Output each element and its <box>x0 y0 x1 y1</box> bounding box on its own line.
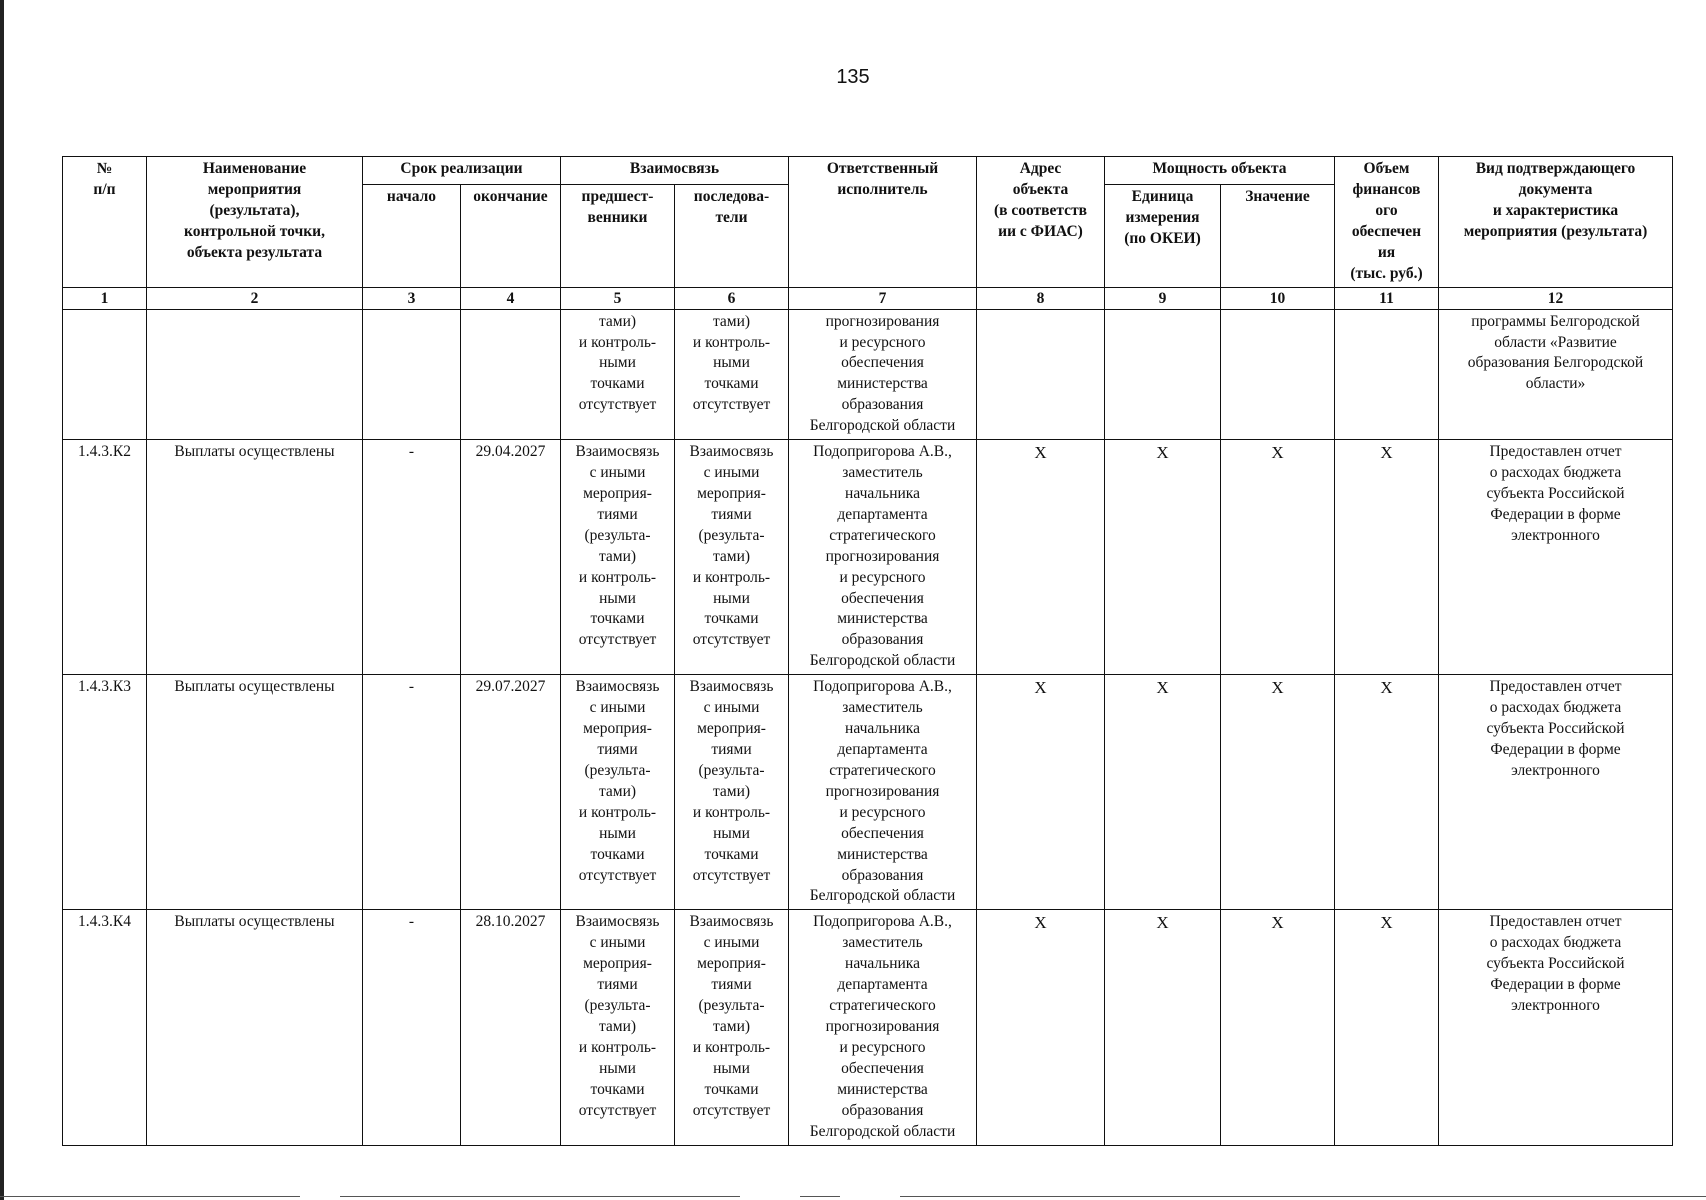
continuation-row <box>63 309 1673 440</box>
row-executor: Подопригорова А.В., заместитель начальника департамента стратегического прогнозирования и ресурсного обеспечения министерства образования Белгородской области <box>789 910 977 1145</box>
row-funding: X <box>1335 910 1439 1145</box>
row-predecessors: Взаимосвязь с иными мероприя- тиями (результа- тами) и контроль- ными точками отсутствует <box>561 675 675 910</box>
header-num: № п/п <box>63 157 147 288</box>
scan-edge <box>0 0 4 1200</box>
header-value: Значение <box>1221 184 1335 287</box>
header-row-1 <box>63 157 1673 185</box>
header-address: Адрес объекта (в соответств ии с ФИАС) <box>977 157 1105 288</box>
column-number: 11 <box>1335 287 1439 309</box>
row-successors: Взаимосвязь с иными мероприя- тиями (результа- тами) и контроль- ными точками отсутствует <box>675 910 789 1145</box>
row-code: 1.4.3.К4 <box>63 910 147 1145</box>
column-number: 5 <box>561 287 675 309</box>
row-value: X <box>1221 675 1335 910</box>
header-executor: Ответственный исполнитель <box>789 157 977 288</box>
row-end: 29.04.2027 <box>461 440 561 675</box>
column-number: 3 <box>363 287 461 309</box>
column-number: 9 <box>1105 287 1221 309</box>
header-period: Срок реализации <box>363 157 561 185</box>
column-number: 10 <box>1221 287 1335 309</box>
row-successors: Взаимосвязь с иными мероприя- тиями (результа- тами) и контроль- ными точками отсутствует <box>675 440 789 675</box>
row-executor: Подопригорова А.В., заместитель начальника департамента стратегического прогнозирования и ресурсного обеспечения министерства образования Белгородской области <box>789 440 977 675</box>
page-number: 135 <box>836 66 870 88</box>
row-address: X <box>977 440 1105 675</box>
header-successors: последова- тели <box>675 184 789 287</box>
predecessors-cell: тами) и контроль- ными точками отсутствует <box>561 309 675 440</box>
header-end: окончание <box>461 184 561 287</box>
row-address: X <box>977 675 1105 910</box>
column-number: 12 <box>1439 287 1673 309</box>
row-doc-type: Предоставлен отчет о расходах бюджета субъекта Российской Федерации в форме электронного <box>1439 910 1673 1145</box>
successors-cell: тами) и контроль- ными точками отсутствует <box>675 309 789 440</box>
header-relation: Взаимосвязь <box>561 157 789 185</box>
row-predecessors: Взаимосвязь с иными мероприя- тиями (результа- тами) и контроль- ными точками отсутствует <box>561 440 675 675</box>
row-code: 1.4.3.К3 <box>63 675 147 910</box>
row-end: 28.10.2027 <box>461 910 561 1145</box>
column-number: 6 <box>675 287 789 309</box>
row-unit: X <box>1105 675 1221 910</box>
table-row <box>63 910 1673 1145</box>
column-number: 4 <box>461 287 561 309</box>
header-funding: Объем финансов ого обеспечен ия (тыс. руб.) <box>1335 157 1439 288</box>
header-doc-type: Вид подтверждающего документа и характеристика мероприятия (результата) <box>1439 157 1673 288</box>
row-value: X <box>1221 440 1335 675</box>
scan-line <box>340 1196 740 1197</box>
row-executor: Подопригорова А.В., заместитель начальника департамента стратегического прогнозирования и ресурсного обеспечения министерства образования Белгородской области <box>789 675 977 910</box>
row-start: - <box>363 675 461 910</box>
column-number: 1 <box>63 287 147 309</box>
row-start: - <box>363 440 461 675</box>
header-start: начало <box>363 184 461 287</box>
row-doc-type: Предоставлен отчет о расходах бюджета субъекта Российской Федерации в форме электронного <box>1439 675 1673 910</box>
header-name: Наименование мероприятия (результата), контрольной точки, объекта результата <box>147 157 363 288</box>
row-start: - <box>363 910 461 1145</box>
header-capacity: Мощность объекта <box>1105 157 1335 185</box>
scan-line <box>900 1196 1706 1197</box>
row-name: Выплаты осуществлены <box>147 440 363 675</box>
row-unit: X <box>1105 440 1221 675</box>
events-table <box>62 156 1673 1146</box>
scan-line <box>800 1196 840 1197</box>
row-code: 1.4.3.К2 <box>63 440 147 675</box>
table-row <box>63 440 1673 675</box>
column-number: 7 <box>789 287 977 309</box>
column-numbers-row <box>63 287 1673 309</box>
row-successors: Взаимосвязь с иными мероприя- тиями (результа- тами) и контроль- ными точками отсутствует <box>675 675 789 910</box>
column-number: 2 <box>147 287 363 309</box>
table-row <box>63 675 1673 910</box>
column-number: 8 <box>977 287 1105 309</box>
row-name: Выплаты осуществлены <box>147 675 363 910</box>
row-address: X <box>977 910 1105 1145</box>
row-value: X <box>1221 910 1335 1145</box>
doc-type-cell: программы Белгородской области «Развитие образования Белгородской области» <box>1439 309 1673 440</box>
row-funding: X <box>1335 675 1439 910</box>
row-name: Выплаты осуществлены <box>147 910 363 1145</box>
row-predecessors: Взаимосвязь с иными мероприя- тиями (результа- тами) и контроль- ными точками отсутствует <box>561 910 675 1145</box>
scan-line <box>0 1196 300 1197</box>
row-doc-type: Предоставлен отчет о расходах бюджета субъекта Российской Федерации в форме электронного <box>1439 440 1673 675</box>
header-predecessors: предшест- венники <box>561 184 675 287</box>
executor-cell: прогнозирования и ресурсного обеспечения министерства образования Белгородской области <box>789 309 977 440</box>
row-unit: X <box>1105 910 1221 1145</box>
row-end: 29.07.2027 <box>461 675 561 910</box>
header-unit: Единица измерения (по ОКЕИ) <box>1105 184 1221 287</box>
row-funding: X <box>1335 440 1439 675</box>
